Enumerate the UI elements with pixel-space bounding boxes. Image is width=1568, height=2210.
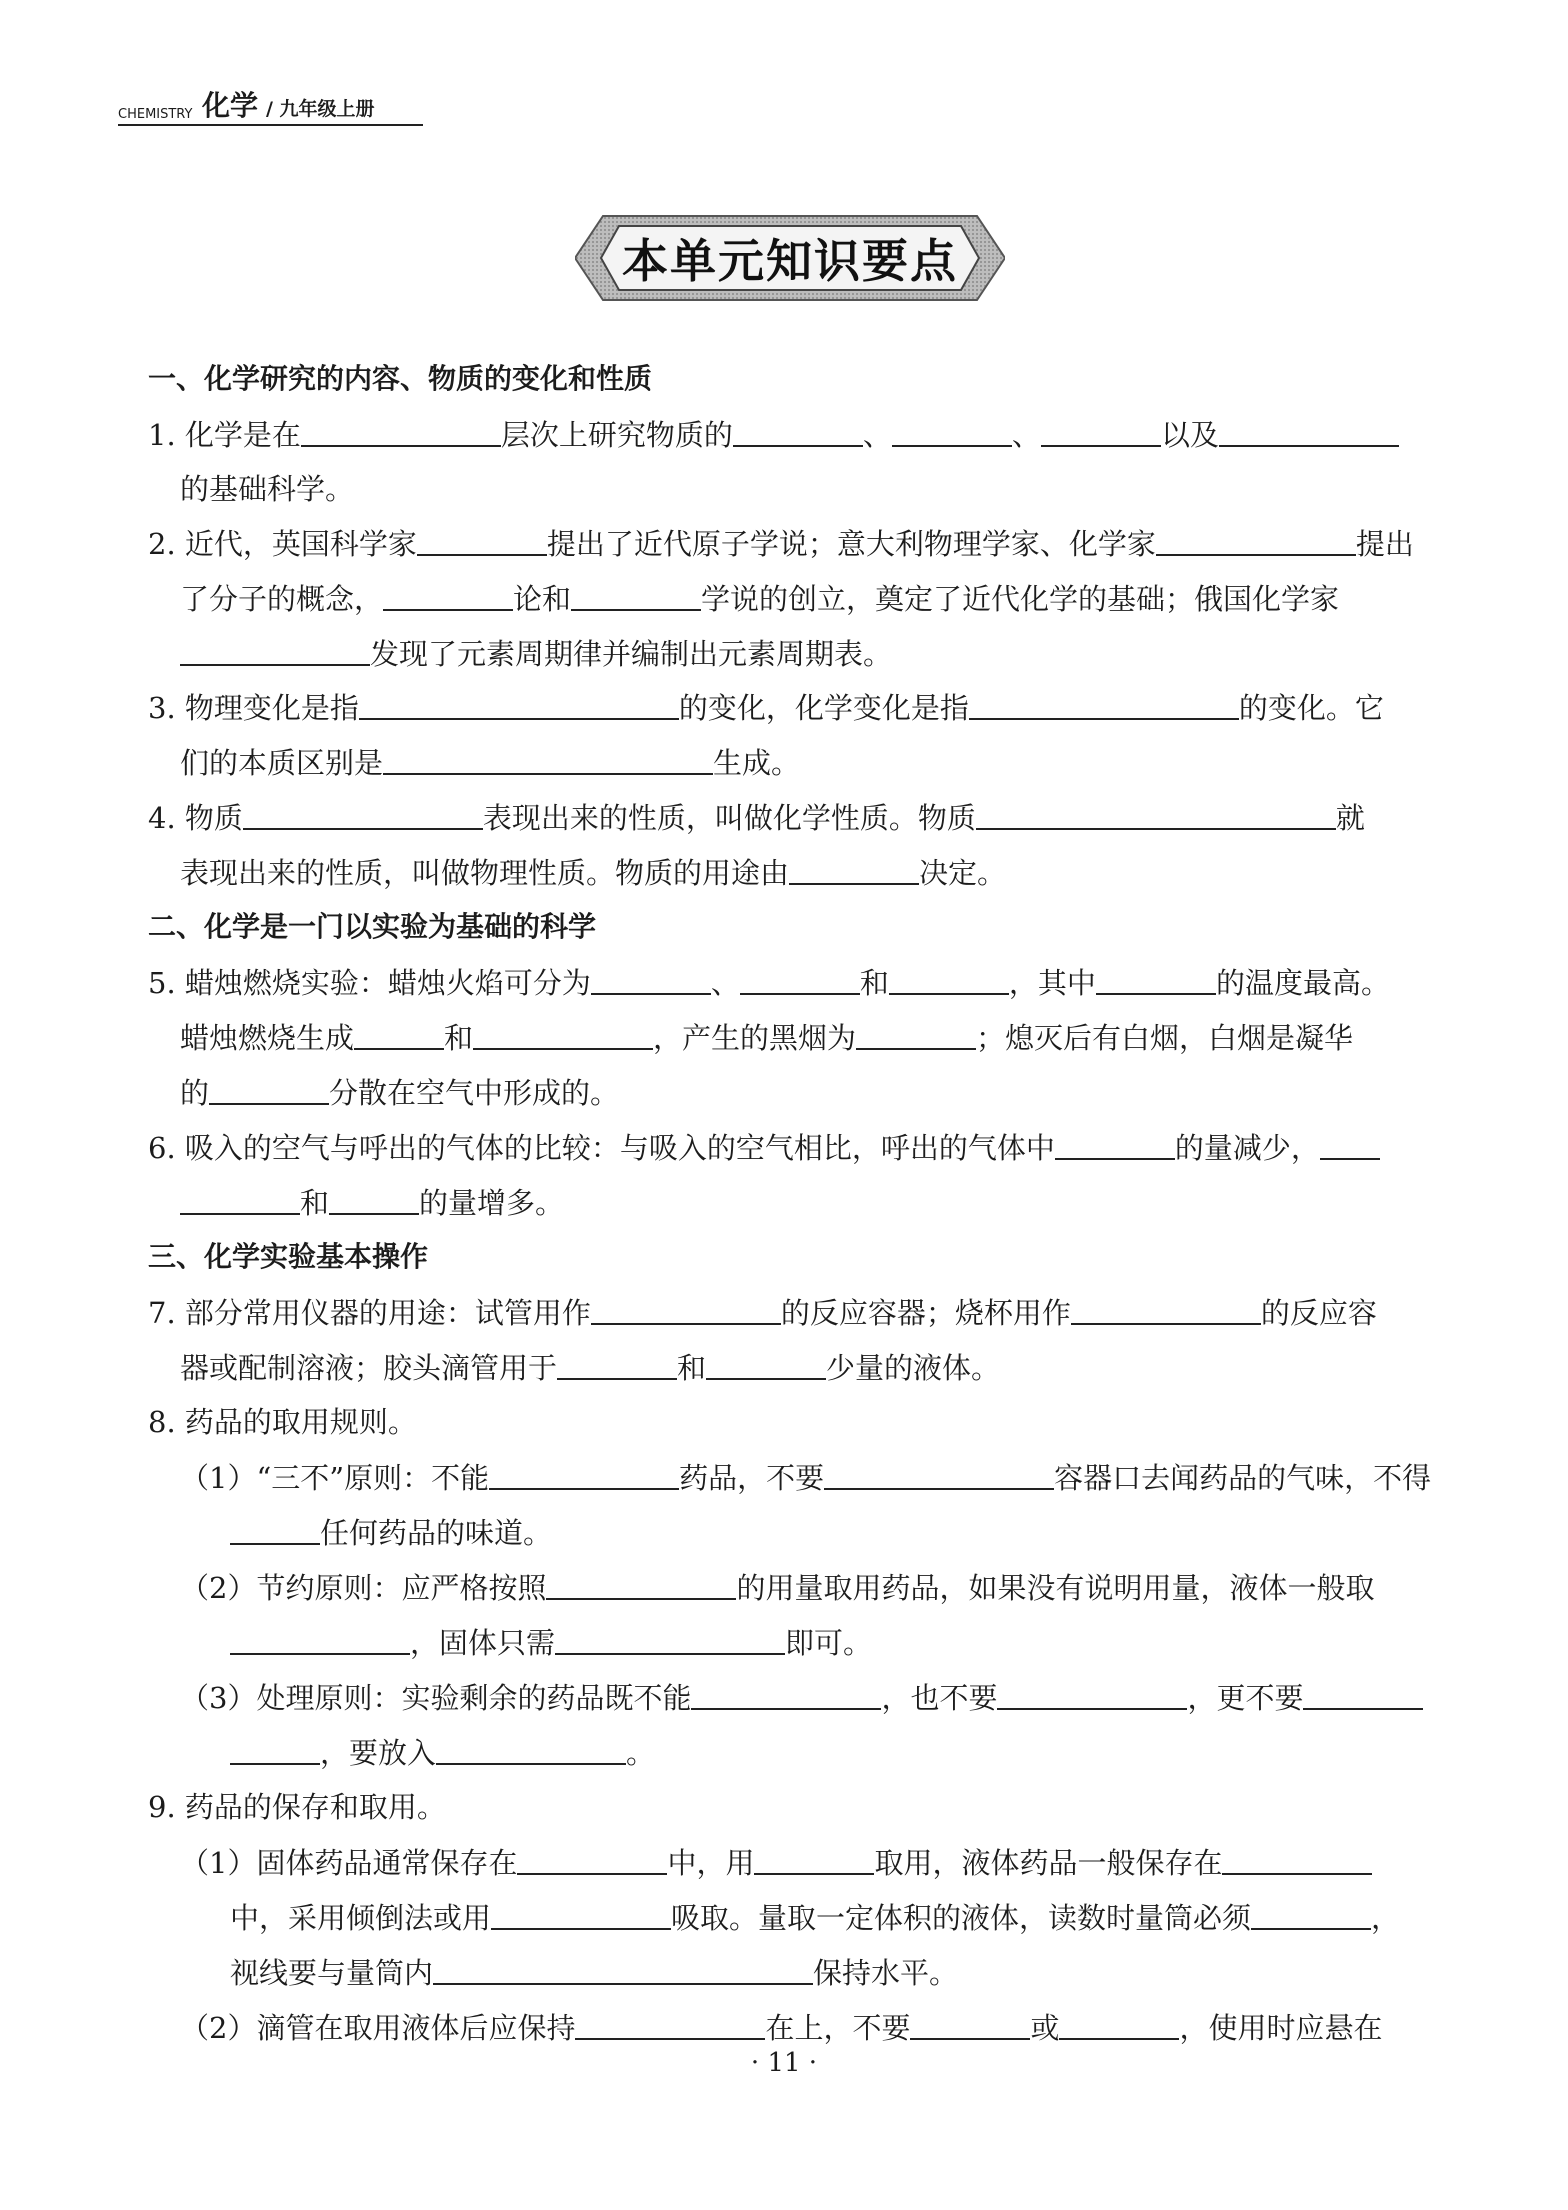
fill-in-blank[interactable] (417, 526, 547, 556)
fill-in-blank[interactable] (491, 1900, 671, 1930)
line-text: （3）处理原则：实验剩余的药品既不能 (180, 1681, 692, 1715)
fill-in-blank[interactable] (1320, 1130, 1380, 1160)
fill-in-blank[interactable] (473, 1020, 653, 1050)
fill-in-blank[interactable] (1096, 965, 1216, 995)
worksheet-line (148, 1405, 417, 1439)
fill-in-blank[interactable] (359, 690, 679, 720)
worksheet-line (180, 1570, 1374, 1604)
worksheet-line (180, 472, 354, 506)
line-text: 的变化，化学变化是指 (678, 691, 969, 725)
line-text: 少量的液体。 (826, 1351, 1001, 1385)
fill-in-blank[interactable] (691, 1680, 881, 1710)
fill-in-blank[interactable] (571, 581, 701, 611)
fill-in-blank[interactable] (383, 745, 713, 775)
line-text: 任何药品的味道。 (320, 1516, 553, 1550)
worksheet-line (180, 1185, 564, 1219)
line-text: 或 (1030, 2011, 1060, 2045)
line-text: 的反应容器；烧杯用作 (780, 1296, 1071, 1330)
line-text: 提出 (1355, 527, 1414, 561)
page-header (118, 86, 423, 126)
section-banner (575, 212, 1005, 304)
fill-in-blank[interactable] (754, 1845, 874, 1875)
worksheet-line (230, 1515, 552, 1549)
worksheet-line (148, 800, 1365, 834)
fill-in-blank[interactable] (856, 1020, 976, 1050)
line-text: 表现出来的性质，叫做物理性质。物质的用途由 (180, 856, 790, 890)
fill-in-blank[interactable] (889, 965, 1009, 995)
fill-in-blank[interactable] (976, 800, 1336, 830)
worksheet-line (148, 1295, 1377, 1329)
line-text: 器或配制溶液；胶头滴管用于 (180, 1351, 558, 1385)
line-text: 以及 (1160, 418, 1219, 452)
line-text: 、 (1011, 418, 1041, 452)
line-text: 、 (710, 966, 740, 1000)
line-text: ，固体只需 (410, 1626, 556, 1660)
line-text: 的变化。它 (1238, 691, 1384, 725)
fill-in-blank[interactable] (243, 800, 483, 830)
line-text: 发现了元素周期律并编制出元素周期表。 (370, 637, 893, 671)
fill-in-blank[interactable] (546, 1570, 736, 1600)
worksheet-line (230, 1955, 958, 1989)
fill-in-blank[interactable] (892, 417, 1012, 447)
line-text: （1）“三不”原则：不能 (180, 1461, 490, 1495)
line-text: 一、化学研究的内容、物质的变化和性质 (148, 362, 653, 395)
fill-in-blank[interactable] (910, 2010, 1030, 2040)
worksheet-line (148, 1130, 1380, 1164)
line-text: 的温度最高。 (1215, 966, 1390, 1000)
fill-in-blank[interactable] (489, 1460, 679, 1490)
fill-in-blank[interactable] (557, 1350, 677, 1380)
worksheet-line (148, 526, 1414, 560)
line-text: 、 (862, 418, 892, 452)
fill-in-blank[interactable] (180, 636, 370, 666)
line-text: 吸取。量取一定体积的液体，读数时量筒必须 (671, 1901, 1252, 1935)
line-text: 的 (180, 1076, 210, 1110)
line-text: 取用，液体药品一般保存在 (874, 1846, 1223, 1880)
line-text: 7. 部分常用仪器的用途：试管用作 (148, 1296, 591, 1330)
fill-in-blank[interactable] (555, 1625, 785, 1655)
line-text: 就 (1335, 801, 1365, 835)
worksheet-line (180, 1350, 1000, 1384)
line-text: 中，采用倾倒法或用 (230, 1901, 492, 1935)
fill-in-blank[interactable] (824, 1460, 1054, 1490)
line-text: 的基础科学。 (180, 472, 355, 506)
line-text: 蜡烛燃烧生成 (180, 1021, 355, 1055)
line-text: 2. 近代，英国科学家 (148, 527, 417, 561)
worksheet-line (230, 1735, 655, 1769)
line-text: ，使用时应悬在 (1179, 2011, 1383, 2045)
fill-in-blank[interactable] (180, 1185, 300, 1215)
line-text: ，更不要 (1187, 1681, 1304, 1715)
line-text: 生成。 (713, 746, 801, 780)
fill-in-blank[interactable] (383, 581, 513, 611)
fill-in-blank[interactable] (1303, 1680, 1423, 1710)
fill-in-blank[interactable] (1041, 417, 1161, 447)
fill-in-blank[interactable] (591, 965, 711, 995)
worksheet-line (148, 690, 1384, 724)
line-text: 3. 物理变化是指 (148, 691, 359, 725)
fill-in-blank[interactable] (517, 1845, 667, 1875)
line-text: 分散在空气中形成的。 (329, 1076, 620, 1110)
fill-in-blank[interactable] (230, 1735, 320, 1765)
fill-in-blank[interactable] (209, 1075, 329, 1105)
line-text: ，也不要 (881, 1681, 998, 1715)
line-text: 二、化学是一门以实验为基础的科学 (148, 910, 597, 943)
worksheet-line (148, 965, 1390, 999)
worksheet-line (180, 1020, 1353, 1054)
line-text: 决定。 (919, 856, 1007, 890)
worksheet-line (180, 581, 1339, 615)
fill-in-blank[interactable] (1059, 2010, 1179, 2040)
line-text: 和 (677, 1351, 707, 1385)
fill-in-blank[interactable] (733, 417, 863, 447)
line-text: （2）滴管在取用液体后应保持 (180, 2011, 576, 2045)
line-text: 即可。 (785, 1626, 873, 1660)
fill-in-blank[interactable] (1251, 1900, 1371, 1930)
line-text: 视线要与量筒内 (230, 1956, 434, 1990)
line-text: ；熄灭后有白烟，白烟是凝华 (976, 1021, 1354, 1055)
banner-title: 本单元知识要点 (622, 234, 958, 288)
fill-in-blank[interactable] (1222, 1845, 1372, 1875)
header-chemistry-label: CHEMISTRY (118, 107, 193, 122)
line-text: 学说的创立，奠定了近代化学的基础；俄国化学家 (701, 582, 1340, 616)
line-text: 和 (859, 966, 889, 1000)
line-text: ，产生的黑烟为 (653, 1021, 857, 1055)
fill-in-blank[interactable] (706, 1350, 826, 1380)
line-text: （1）固体药品通常保存在 (180, 1846, 518, 1880)
line-text: 的反应容 (1260, 1296, 1377, 1330)
line-text: 8. 药品的取用规则。 (148, 1405, 417, 1439)
fill-in-blank[interactable] (230, 1625, 410, 1655)
fill-in-blank[interactable] (969, 690, 1239, 720)
line-text: 的量减少， (1174, 1131, 1320, 1165)
worksheet-line (148, 417, 1399, 451)
fill-in-blank[interactable] (789, 855, 919, 885)
line-text: 了分子的概念， (180, 582, 384, 616)
line-text: 6. 吸入的空气与呼出的气体的比较：与吸入的空气相比，呼出的气体中 (148, 1131, 1055, 1165)
line-text: 9. 药品的保存和取用。 (148, 1790, 446, 1824)
line-text: 中，用 (667, 1846, 755, 1880)
line-text: 三、化学实验基本操作 (148, 1240, 429, 1273)
line-text: 容器口去闻药品的气味，不得 (1054, 1461, 1432, 1495)
worksheet-line (180, 855, 1006, 889)
line-text: 在上，不要 (765, 2011, 911, 2045)
line-text: 药品，不要 (679, 1461, 825, 1495)
worksheet-line (180, 745, 800, 779)
worksheet-line (180, 1075, 619, 1109)
fill-in-blank[interactable] (301, 417, 501, 447)
worksheet-line (148, 1790, 446, 1824)
fill-in-blank[interactable] (1156, 526, 1356, 556)
fill-in-blank[interactable] (1055, 1130, 1175, 1160)
worksheet-line (230, 1625, 872, 1659)
line-text: 层次上研究物质的 (500, 418, 733, 452)
worksheet-line (180, 636, 892, 670)
fill-in-blank[interactable] (230, 1515, 320, 1545)
line-text: ，其中 (1008, 966, 1096, 1000)
line-text: 和 (444, 1021, 474, 1055)
line-text: ，要放入 (320, 1736, 437, 1770)
section-heading (148, 1240, 428, 1274)
fill-in-blank[interactable] (433, 1955, 813, 1985)
line-text: 论和 (513, 582, 572, 616)
header-grade: / 九年级上册 (266, 98, 375, 120)
fill-in-blank[interactable] (575, 2010, 765, 2040)
line-text: 。 (626, 1736, 656, 1770)
fill-in-blank[interactable] (436, 1735, 626, 1765)
line-text: 提出了近代原子学说；意大利物理学家、化学家 (546, 527, 1156, 561)
fill-in-blank[interactable] (329, 1185, 419, 1215)
fill-in-blank[interactable] (354, 1020, 444, 1050)
line-text: 和 (300, 1186, 330, 1220)
header-subject: 化学 (202, 89, 259, 122)
line-text: 1. 化学是在 (148, 418, 301, 452)
worksheet-line (180, 2010, 1383, 2044)
worksheet-line (180, 1680, 1423, 1714)
worksheet-line (230, 1900, 1400, 1934)
line-text: 5. 蜡烛燃烧实验：蜡烛火焰可分为 (148, 966, 591, 1000)
line-text: 4. 物质 (148, 801, 243, 835)
fill-in-blank[interactable] (591, 1295, 781, 1325)
fill-in-blank[interactable] (740, 965, 860, 995)
line-text: 的用量取用药品，如果没有说明用量，液体一般取 (736, 1571, 1375, 1605)
fill-in-blank[interactable] (1219, 417, 1399, 447)
section-heading (148, 362, 652, 396)
line-text: （2）节约原则：应严格按照 (180, 1571, 547, 1605)
worksheet-line (180, 1460, 1431, 1494)
line-text: 们的本质区别是 (180, 746, 384, 780)
line-text: 表现出来的性质，叫做化学性质。物质 (482, 801, 976, 835)
page-number: · 11 · (750, 2048, 818, 2078)
fill-in-blank[interactable] (1071, 1295, 1261, 1325)
section-heading (148, 910, 596, 944)
line-text: 的量增多。 (419, 1186, 565, 1220)
line-text: 保持水平。 (813, 1956, 959, 1990)
fill-in-blank[interactable] (997, 1680, 1187, 1710)
worksheet-line (180, 1845, 1372, 1879)
line-text: ， (1371, 1901, 1401, 1935)
